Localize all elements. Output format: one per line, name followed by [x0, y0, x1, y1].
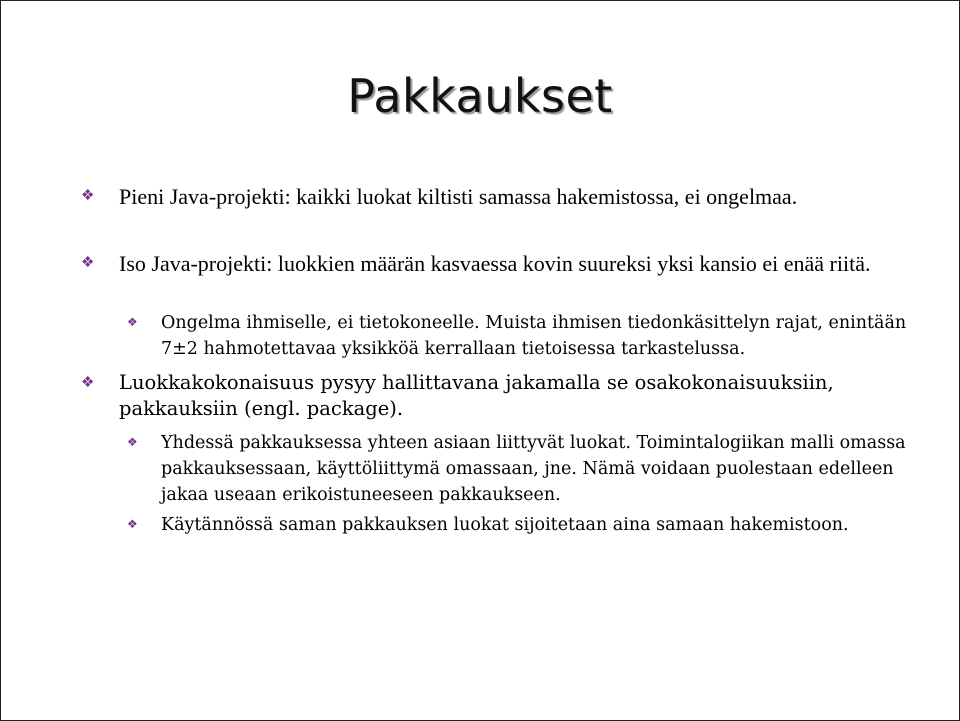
- bullet-1: [81, 184, 909, 210]
- bullet-diamond-icon: ❖: [127, 315, 138, 329]
- bullet-3: [127, 310, 921, 362]
- bullet-6: [127, 512, 921, 538]
- bullet-diamond-icon: ❖: [81, 188, 95, 204]
- bullet-2-text: Iso Java-projekti: luokkien määrän kasvaessa kovin suureksi yksi kansio ei enää riitä.: [119, 251, 871, 276]
- bullet-6-text: Käytännössä saman pakkauksen luokat sijoitetaan aina samaan hakemistoon.: [161, 515, 849, 535]
- bullet-2: [81, 251, 909, 277]
- slide-title: Pakkaukset: [347, 69, 613, 123]
- bullet-diamond-icon: ❖: [127, 435, 138, 449]
- bullet-diamond-icon: ❖: [81, 255, 95, 271]
- bullet-4: [81, 370, 909, 422]
- bullet-diamond-icon: ❖: [127, 517, 138, 531]
- bullet-4-text: Luokkakokonaisuus pysyy hallittavana jakamalla se osakokonaisuuksiin, pakkauksiin (engl. package).: [119, 371, 834, 420]
- bullet-diamond-icon: ❖: [81, 373, 95, 391]
- bullet-5-text: Yhdessä pakkauksessa yhteen asiaan liittyvät luokat. Toimintalogiikan malli omassa pakkauksessaan, käyttöliittymä omassaan, jne. Nämä voidaan puolestaan edelleen jakaa useaan erikoistuneeseen pakkaukseen.: [161, 433, 906, 505]
- bullet-3-text: Ongelma ihmiselle, ei tietokoneelle. Muista ihmisen tiedonkäsittelyn rajat, enintään 7±2 hahmotettavaa yksikköä kerrallaan tietoisessa tarkastelussa.: [161, 313, 907, 359]
- bullet-5: [127, 430, 921, 508]
- bullet-1-text: Pieni Java-projekti: kaikki luokat kiltisti samassa hakemistossa, ei ongelmaa.: [119, 184, 798, 209]
